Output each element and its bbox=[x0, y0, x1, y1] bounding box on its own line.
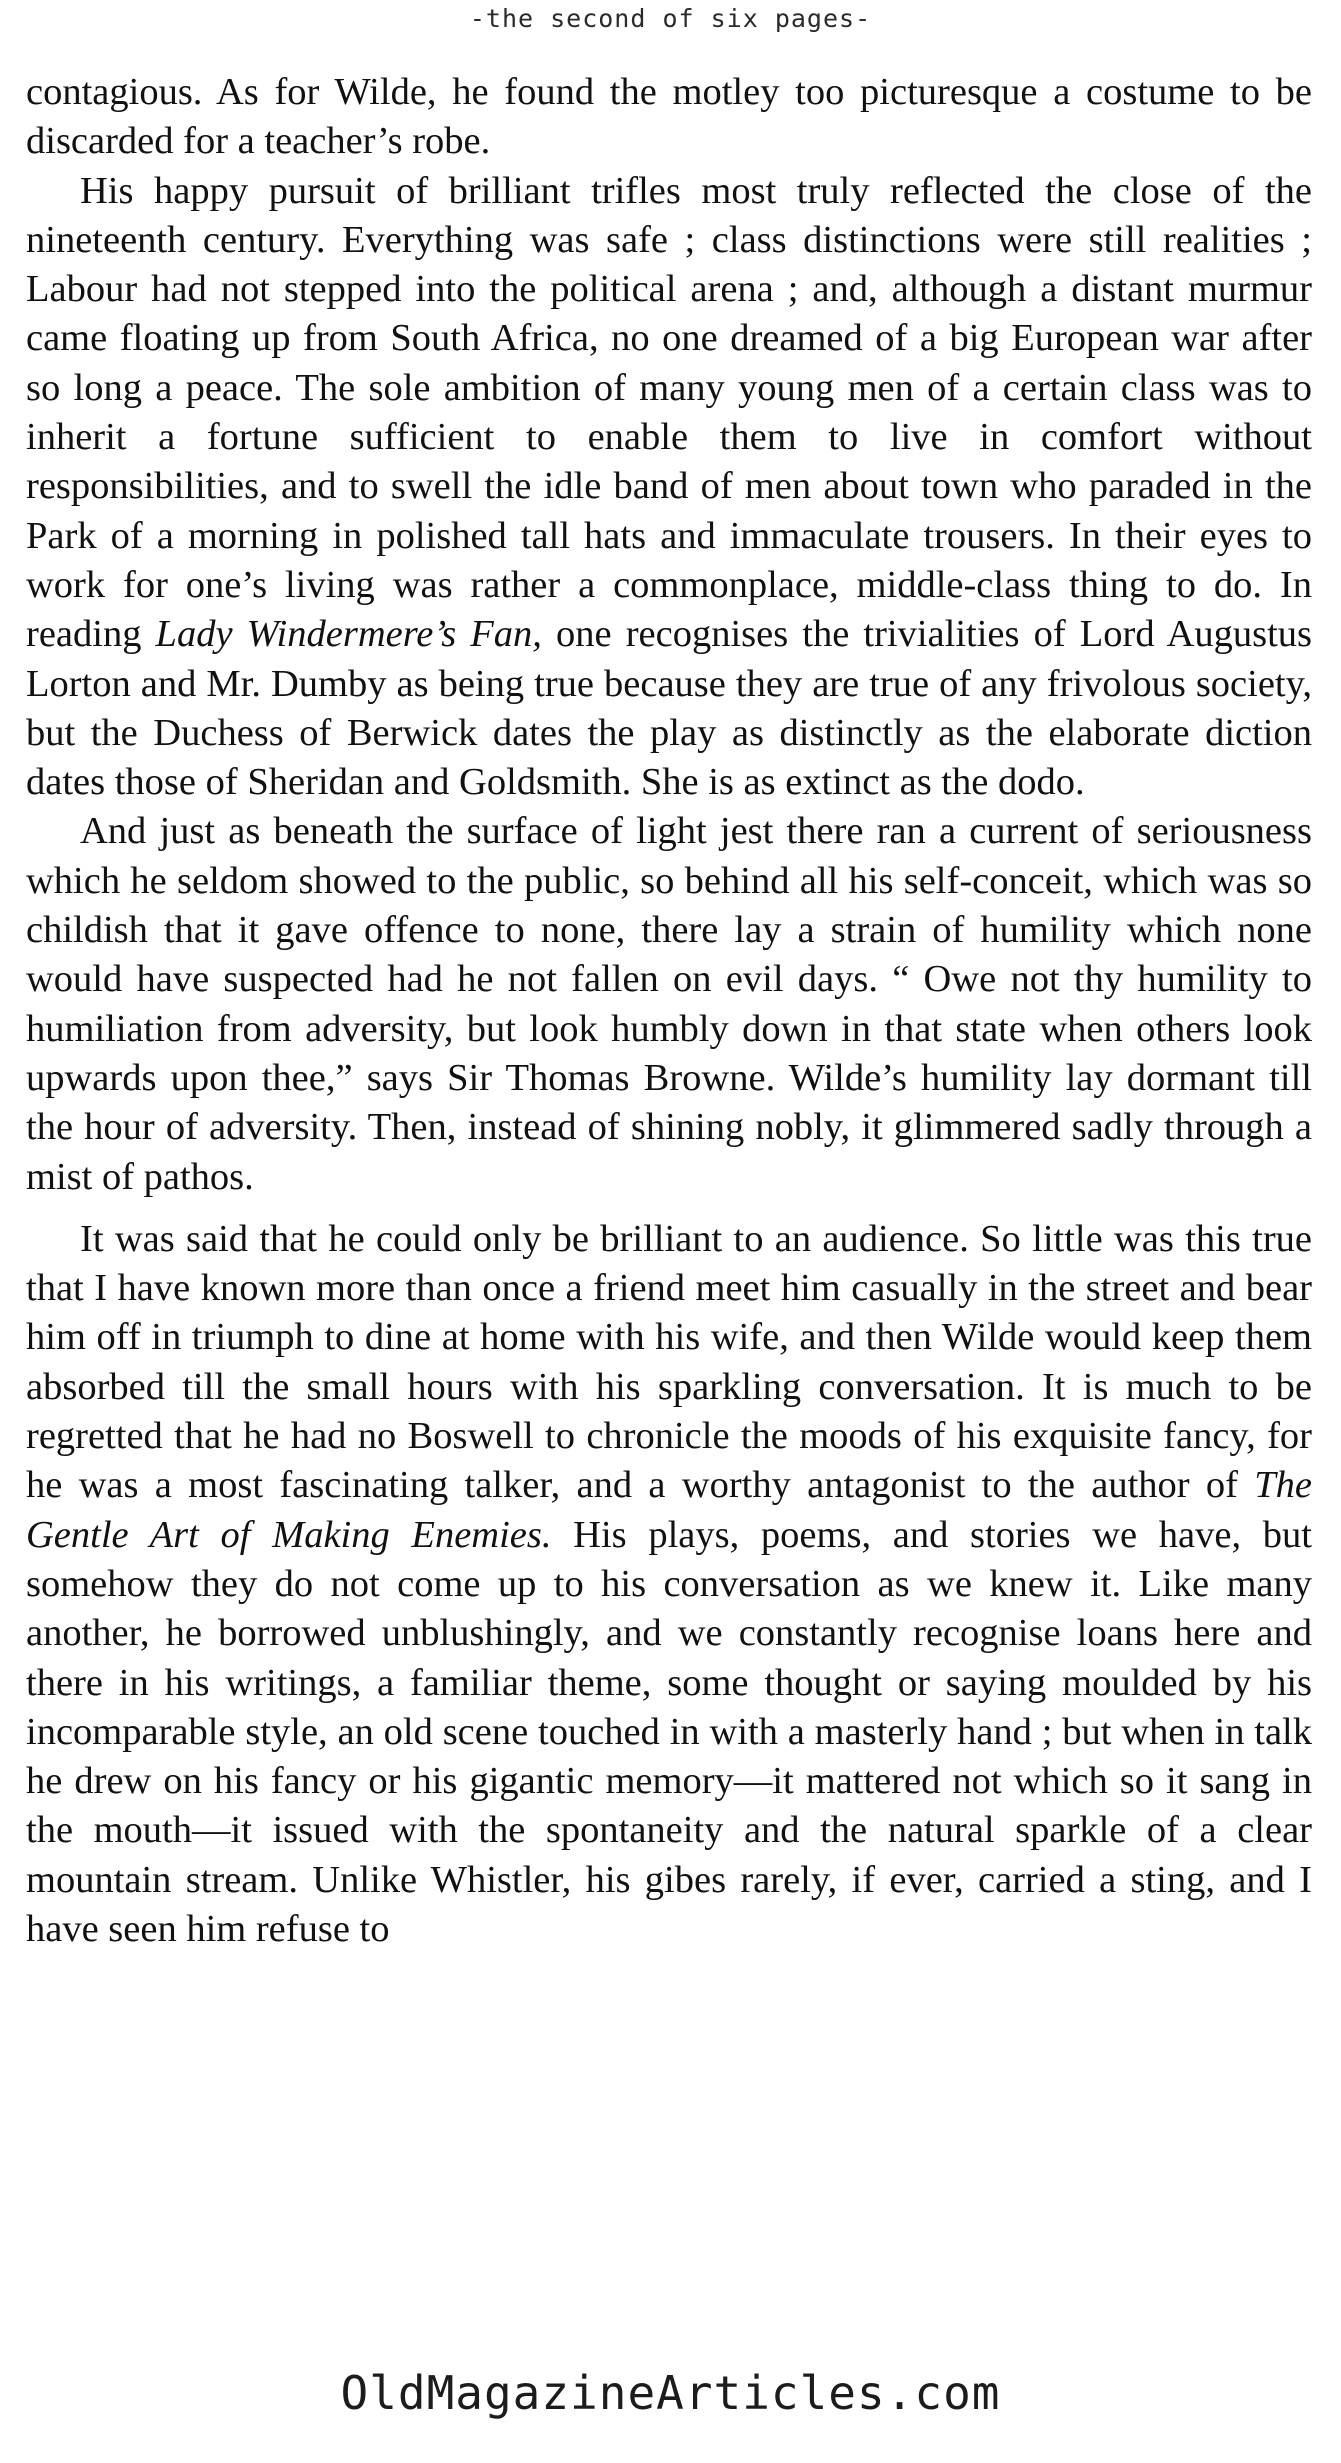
italic-title: Lady Windermere’s Fan, bbox=[155, 613, 542, 656]
italic-title: The Gentle Art of Making Enemies. bbox=[26, 1464, 1312, 1556]
paragraph-text: It was said that he could only be brilliant to an audience. So little was this true that I have known more than once a friend meet him casually in the street and bear him off in triumph to dine at home with his wife, and then Wilde would keep them absorbed till the small hours with his sparkling conversation. It is much to be regretted that he had no Boswell to chronicle the moods of his exquisite fancy, for he was a most fascinating talker, and a worthy antagonist to the author of bbox=[26, 1217, 1312, 1507]
article-paragraph bbox=[26, 167, 1312, 808]
paragraph-text: His happy pursuit of brilliant trifles most truly reflected the close of the nineteenth century. Everything was safe ; class distinctions were still realities ; Labour had not stepped into the political arena ; and, although a distant murmur came floating up from South Africa, no one dreamed of a big European war after so long a peace. The sole ambition of many young men of a certain class was to inherit a fortune sufficient to enable them to live in comfort without responsibilities, and to swell the idle band of men about town who paraded in the Park of a morning in polished tall hats and immaculate trousers. In their eyes to work for one’s living was rather a commonplace, middle-class thing to do. In reading bbox=[26, 169, 1312, 656]
article-paragraph bbox=[26, 1215, 1312, 1954]
site-watermark: OldMagazineArticles.com bbox=[340, 2366, 1001, 2420]
article-paragraph bbox=[26, 68, 1312, 167]
paragraph-text: His plays, poems, and stories we have, but somehow they do not come up to his conversation as we knew it. Like many another, he borrowed unblushingly, and we constantly recognise loans here and there in his writings, a familiar theme, some thought or saying moulded by his incomparable style, an old scene touched in with a masterly hand ; but when in talk he drew on his fancy or his gigantic memory—it mattered not which so it sang in the mouth—it issued with the spontaneity and the natural sparkle of a clear mountain stream. Unlike Whistler, his gibes rarely, if ever, carried a sting, and I have seen him refuse to bbox=[26, 1513, 1312, 1950]
article-body bbox=[26, 68, 1312, 1954]
paragraph-text: contagious. As for Wilde, he found the motley too picturesque a costume to be discarded for a teacher’s robe. bbox=[26, 71, 1312, 163]
paragraph-text: one recognises the trivialities of Lord Augustus Lorton and Mr. Dumby as being true because they are true of any frivolous society, but the Duchess of Berwick dates the play as distinctly as the elaborate diction dates those of Sheridan and Goldsmith. She is as extinct as the dodo. bbox=[26, 613, 1312, 804]
paragraph-text: And just as beneath the surface of light jest there ran a current of seriousness which he seldom showed to the public, so behind all his self-conceit, which was so childish that it gave offence to none, there lay a strain of humility which none would have suspected had he not fallen on evil days. “ Owe not thy humility to humiliation from adversity, but look humbly down in that state when others look upwards upon thee,” says Sir Thomas Browne. Wilde’s humility lay dormant till the hour of adversity. Then, instead of shining nobly, it glimmered sadly through a mist of pathos. bbox=[26, 810, 1312, 1198]
article-paragraph bbox=[26, 807, 1312, 1201]
page-header: -the second of six pages- bbox=[469, 4, 872, 33]
